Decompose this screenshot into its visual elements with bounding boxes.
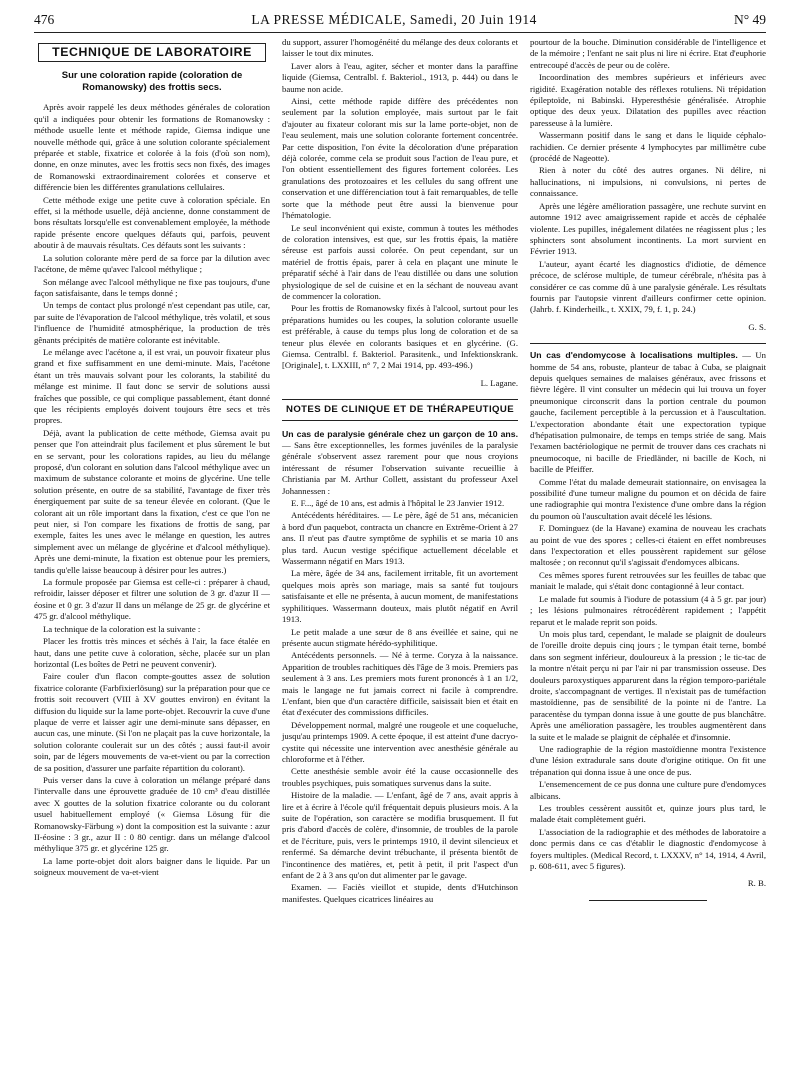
- column-2: [282, 37, 518, 906]
- paragraph: Histoire de la maladie. — L'enfant, âgé de 7 ans, avait appris à lire et à écrire à l'école qu'il fréquentait depuis plusieurs mois. A la suite de l'opération, son caractère se modifia brusquement. Il fut pris d'abord d'accès de colère, d'insomnie, de troubles de la parole et de l'écriture, puis, vers le printemps 1910, il devint silencieux et renfermé. Sa démarche devint trébuchante, il présenta bientôt de l'incontinence des matières, et, petit à petit, il prit l'aspect d'un enfant de 2 à 3 ans qu'on dut alimenter par le gavage.: [282, 790, 518, 881]
- notes-section-heading: NOTES DE CLINIQUE ET DE THÉRAPEUTIQUE: [282, 399, 518, 420]
- paragraph: Les troubles cessèrent aussitôt et, quinze jours plus tard, le malade était complètement guéri.: [530, 803, 766, 825]
- paragraph: La mère, âgée de 34 ans, facilement irritable, fit un avortement quelques mois après son mariage, mais sa santé fut toujours satisfaisante et elle ne présenta, à aucun moment, de manifestations syphilitiques. Wassermann douteux, mais plutôt négatif en Avril 1913.: [282, 568, 518, 625]
- signature: R. B.: [747, 878, 766, 889]
- paragraph: Après une légère amélioration passagère, une rechute survint en automne 1912 avec amaigrissement rapide et accès de céphalée violente. Les pupilles, inégalement dilatées ne réagissent plus ; les sphincters sont absolument incontinents. La mort survient en Février 1913.: [530, 200, 766, 257]
- paragraph: Cette anesthésie semble avoir été la cause occasionnelle des troubles psychiques, puis somatiques survenus dans la suite.: [282, 766, 518, 788]
- signature: G. S.: [748, 321, 766, 332]
- paragraph: Le mélange avec l'acétone a, il est vrai, un pouvoir fixateur plus grand et fixe suffisamment en une demi-minute. Mais, l'acétone étant un très mauvais solvant pour les colorants, la stabilité du mélange est minime. Il faut donc se servir de solutions aussi fraîches que possible, ce qui complique passablement, étant donné que les récipients employés doivent toujours être secs et très propres.: [34, 346, 270, 426]
- issue-number: N° 49: [733, 12, 766, 27]
- paragraph: L'association de la radiographie et des méthodes de laboratoire a donc permis dans ce cas d'établir le diagnostic d'endomycose à foyers multiples. (Medical Record, t. LXXXV, n° 14, 1914, 4 Avril, p. 608-611, avec 5 figures).: [530, 826, 766, 872]
- paragraph: Antécédents héréditaires. — Le père, âgé de 51 ans, mécanicien à bord d'un paquebot, contracta un chancre en Extrême-Orient à 27 ans. Il n'eut pas d'autre symptôme de syphilis et se maria 10 ans plus tard. Aucun vestige spécifique actuellement décelable et Wassermann négatif en Mars 1913.: [282, 510, 518, 567]
- end-rule: [589, 900, 707, 901]
- paragraph: L'auteur, ayant écarté les diagnostics d'idiotie, de démence précoce, de sclérose multiple, de tumeur cérébrale, n'hésita pas à considérer ce cas comme dû à une paralysie générale. Les résultats fournis par l'autopsie vinrent d'ailleurs confirmer cette opinion. (Jahrb. f. Kinderheilk., t. XXIX, 79, f. 1, p. 24.): [530, 258, 766, 315]
- paragraph: Faire couler d'un flacon compte-gouttes assez de solution fixatrice colorante (Farbfixierlösung) sur la préparation pour que ce frottis soit recouvert (VIII à XV gouttes environ) en évitant la diffusion du liquide sur la lame porte-objet. Recouvrir la cuve d'une plaque de verre et laisser agir une demi-minute sans dépasser, en aucun cas, une minute. (Si l'on ne plaçait pas la cuve horizontale, la solution colorante coulerait sur un des côtés ; aussi faut-il avoir soin, par de légers mouvements de va-et-vient ou par la correction de sa position, d'assurer une parfaite répartition du colorant).: [34, 671, 270, 773]
- section-heading: TECHNIQUE DE LABORATOIRE: [38, 43, 266, 62]
- case-title: Un cas de paralysie générale chez un garçon de 10 ans.: [282, 428, 518, 439]
- paragraph: Une radiographie de la région mastoïdienne montra l'existence d'une lésion extradurale sans doute d'origine otitique. On fit une trépanation qui donna issue à une once de pus.: [530, 743, 766, 777]
- paragraph: — Un homme de 54 ans, robuste, planteur de tabac à Cuba, se plaignait depuis quelques semaines de malaises généraux, avec frissons et fièvre légère. Il vint consulter un médecin qui lui trouva un foyer pneumonique circonscrit dans la portion centrale du poumon gauche, facilement perceptible à la percussion et à l'auscultation. L'expectoration abondante était une expectoration typique d'hépatisation pulmonaire, de temps en temps striée de sang. Mais l'examen bactériologique ne permit de trouver dans ces crachats ni pneumocoque, ni bacille de Friedländer, ni bacille de Koch, ni bacille de Pfeiffer.: [530, 350, 767, 475]
- paragraph: E. F..., âgé de 10 ans, est admis à l'hôpital le 23 Janvier 1912.: [291, 498, 505, 509]
- paragraph: La solution colorante mère perd de sa force par la dilution avec l'acétone, de même qu'avec l'alcool méthylique ;: [34, 252, 270, 275]
- paragraph: Son mélange avec l'alcool méthylique ne fixe pas toujours, d'une façon satisfaisante, dans le temps donné ;: [34, 276, 270, 298]
- divider: [530, 343, 766, 344]
- journal-title: LA PRESSE MÉDICALE, Samedi, 20 Juin 1914: [251, 12, 537, 27]
- paragraph: du support, assurer l'homogénéité du mélange des deux colorants et laisser le tout dix minutes.: [282, 37, 518, 59]
- paragraph: Le malade fut soumis à l'iodure de potassium (4 à 5 gr. par jour) ; les lésions pulmonaires rétrocédèrent rapidement ; l'appétit reparut et le malade reprit son poids.: [530, 593, 766, 627]
- page-number: 476: [34, 12, 55, 27]
- paragraph: Le seul inconvénient qui existe, commun à toutes les méthodes de coloration intensives, est que, sur les frottis épais, la matière séreuse est parfois aussi colorée. On peut cependant, sur un matériel de frottis épais, parer à cela en plaçant une minute le préparatif séché à l'air dans de l'eau distillée ou dans une solution physiologique de sel de cuisine et en la séchant de nouveau avant de commencer la coloration.: [282, 222, 518, 301]
- paragraph: Développement normal, malgré une rougeole et une coqueluche, jusqu'au printemps 1909. A cette époque, il est atteint d'une dacryo-cystite qui nécessite une intervention avec anesthésie générale au chloroforme et à l'éther.: [282, 719, 518, 764]
- paragraph: Un temps de contact plus prolongé n'est cependant pas utile, car, par suite de l'évaporation de l'alcool méthylique, très volatil, et sous l'influence de l'humidité atmosphérique, la production de très gênants précipités de matière colorante est inévitable.: [34, 300, 270, 345]
- paragraph: La lame porte-objet doit alors baigner dans le liquide. Par un soigneux mouvement de va-et-vient: [34, 855, 270, 878]
- paragraph: La technique de la coloration est la suivante :: [43, 623, 201, 634]
- paragraph: F. Dominguez (de la Havane) examina de nouveau les crachats au point de vue des spores ; celles-ci étaient en effet nombreuses dans l'expectoration et elles poussèrent rapidement sur gélose maltosée ; on reconnut qu'il s'agissait d'endomyces albicans.: [530, 523, 766, 568]
- paragraph: Puis verser dans la cuve à coloration un mélange préparé dans l'intervalle dans une éprouvette graduée de 10 cm³ d'eau distillée avec X gouttes de la solution fixatrice colorante ou du colorant usuel habituellement employé (« Giemsa Lösung für die Romanowsky-Färbung ») dont la composition est la suivante : azur II-éosine : 3 gr., azur II : 0 80 centigr. dans un mélange d'alcool méthylique 375 gr. et glycérine 125 gr.: [34, 774, 270, 854]
- paragraph: Déjà, avant la publication de cette méthode, Giemsa avait pu penser que l'on atteindrait plus facilement et plus sûrement le but en se servant, pour les colorations rapides, au lieu du mélange proposé, d'un colorant en solution dans l'alcool méthylique avec un maximum de substance colorante et moins de glycérine. Une telle solution présente, en outre de sa stabilité, l'avantage de fixer très énergiquement par suite de sa teneur élevée en colorant. (Que le colorant ait un rôle important dans la fixation, c'est ce que l'on ne peut nier, si l'on compare les fixations de frottis de sang, par exemple, faites les unes avec le mélange en question, les autres simplement avec un mélange de glycérine et d'alcool méthylique). Après une demi-minute, la fixation est obtenue pour les premiers, tandis qu'elle laisse beaucoup à désirer pour les autres.): [34, 427, 270, 575]
- paragraph: L'ensemencement de ce pus donna une culture pure d'endomyces albicans.: [530, 779, 766, 801]
- paragraph: La formule proposée par Giemsa est celle-ci : préparer à chaud, refroidir, laisser déposer et filtrer une solution de 3 gr. d'azur II — éosine et 0 gr. 3 d'azur II dans un mélange de 25 gr. de glycérine et 475 gr. d'alcool méthylique.: [34, 577, 270, 622]
- paragraph: pourtour de la bouche. Diminution considérable de l'intelligence et de la mémoire ; l'enfant ne sait plus ni lire ni écrire. Etat d'euphorie entrecoupé d'accès de peur ou de colère.: [530, 37, 766, 70]
- paragraph: Un mois plus tard, cependant, le malade se plaignit de douleurs de l'oreille droite depuis cinq jours ; le tympan était terne, bombé dans son segment inférieur, douloureux à la pression ; le tic-tac de la montre n'était perçu ni par l'air ni par transmission osseuse. Des douleurs paroxystiques apparurent dans la région temporo-pariétale droite, s'accompagnant de vertiges. Il n'existait pas de tuméfaction mastoïdienne, pas de sensibilité de la pointe ni de l'antre. La paracentèse du tympan donna issue à une goutte de pus blanchâtre. Après une amélioration passagère, les troubles augmentèrent dans la suite et le malade se plaignit de céphalée et d'insomnie.: [530, 628, 766, 742]
- paragraph: Cette méthode exige une petite cuve à coloration spéciale. En effet, si la méthode usuelle, déjà ancienne, donne constamment de bons résultats lorsqu'elle est convenablement employée, la méthode rapide présente encore quelques défauts qui, parfois, peuvent aboutir à de mauvais résultats. Ces défauts sont les suivants :: [34, 194, 270, 251]
- paragraph: Après avoir rappelé les deux méthodes générales de coloration qu'il a indiquées pour obtenir les formations de Romanowsky : méthode usuelle lente et méthode rapide, Giemsa indique une nouvelle méthode qui, grâce à une solution colorante spécialement préparée et stable, fixatrice et colorée à la fois (d'où son nom), donne, en onze minutes, avec les frottis secs non fixés, des images de Romanowski extraordinairement colorées et conserve et différencie bien les différentes granulations cellulaires.: [34, 102, 270, 193]
- paragraph: Comme l'état du malade demeurait stationnaire, on envisagea la possibilité d'une tumeur maligne du poumon et on décida de faire une radiographie qui montra l'existence d'une ombre dans la région du poumon où l'auscultation avait décelé les lésions.: [530, 476, 766, 521]
- paragraph: Rien à noter du côté des autres organes. Ni délire, ni hallucinations, ni impulsions, ni convulsions, ni pertes de connaissance.: [530, 165, 766, 199]
- paragraph: Ainsi, cette méthode rapide diffère des précédentes non seulement par la solution employée, mais surtout par le fait d'ajouter au fixateur colorant mis sur la lame porte-objet, non de l'eau seulement, mais une solution colorante fortement concentrée. Par cette disposition, l'on évite la décoloration d'une préparation déjà colorée, comme cela se produit sous l'action de l'eau pure, et l'on obtient essentiellement des figures fortement colorées. Les granulations des protozoaires et les cellules du sang offrent une conservation et une différenciation tout à fait remarquables, de telle sorte que la méthode peut être aussi la bienvenue pour l'hématologie.: [282, 96, 518, 221]
- paragraph: Pour les frottis de Romanowsky fixés à l'alcool, surtout pour les préparations humides ou les coupes, la solution colorante usuelle est préférable, à cause du temps plus long de coloration et de sa teneur plus élevée en colorants basiques et en glycérine. (G. Giemsa. Centralbl. f. Bakteriol. Parasitenk., und Infektionskrank. [Originale], t. LXXIII, n° 7, 2 Mai 1914, pp. 493-496.): [282, 303, 518, 371]
- paragraph: Antécédents personnels. — Né à terme. Coryza à la naissance. Apparition de troubles rachitiques dès l'âge de 3 mois. Premiers pas seulement à 3 ans. Les premiers mots furent prononcés à 1 an 1/2, mais le langage ne fut jamais correct ni facile à comprendre. L'enfant, bien que d'un caractère difficile, saisissait bien et était en état d'exécuter des commissions difficiles.: [282, 650, 518, 718]
- paragraph: Laver alors à l'eau, agiter, sécher et monter dans la paraffine liquide (Giemsa, Centralbl. f. Bakteriol., 1913, p. 444) ou dans le baume non acide.: [282, 60, 518, 94]
- paragraph: Examen. — Faciès vieillot et stupide, dents d'Hutchinson manifestes. Quelques cicatrices linéaires au: [282, 882, 518, 904]
- paragraph: Le petit malade a une sœur de 8 ans éveillée et saine, qui ne présente aucun stigmate hérédo-syphilitique.: [282, 626, 518, 648]
- paragraph: — Sans être exceptionnelles, les formes juvéniles de la paralysie générale s'observent assez rarement pour que nous croyions intéressant de résumer l'observation suivante recueillie à Christiania par M. Arthur Collett, assistant du professeur Axel Johannessen :: [282, 440, 518, 496]
- paragraph: Incoordination des membres supérieurs et inférieurs avec rigidité. Exagération notable des réflexes rotuliens. Ni trépidation épileptoïde, ni Babinski. Hyperesthésie généralisée. Atrophie optique des deux yeux. Dilatation des pupilles avec réaction paresseuse à la lumière.: [530, 72, 766, 128]
- signature: L. Lagane.: [480, 377, 518, 388]
- column-1: [34, 37, 270, 906]
- article-title: Sur une coloration rapide (coloration de Romanowsky) des frottis secs.: [61, 70, 243, 94]
- running-header: [34, 12, 766, 33]
- paragraph: Placer les frottis très minces et séchés à l'air, la face étalée en haut, dans une petite cuve à coloration, sèche, placée sur un plan horizontal (Les boîtes de Petri ne peuvent convenir).: [34, 636, 270, 669]
- case-title: Un cas d'endomycose à localisations multiples.: [530, 350, 738, 361]
- paragraph: Ces mêmes spores furent retrouvées sur les feuilles de tabac que maniait le malade, qui s'était donc contagionné à leur contact.: [530, 569, 766, 592]
- paragraph: Wassermann positif dans le sang et dans le liquide céphalo-rachidien. Ce dernier présente 4 lymphocytes par millimètre cube (procédé de Nageotte).: [530, 130, 766, 164]
- column-3: [530, 37, 766, 906]
